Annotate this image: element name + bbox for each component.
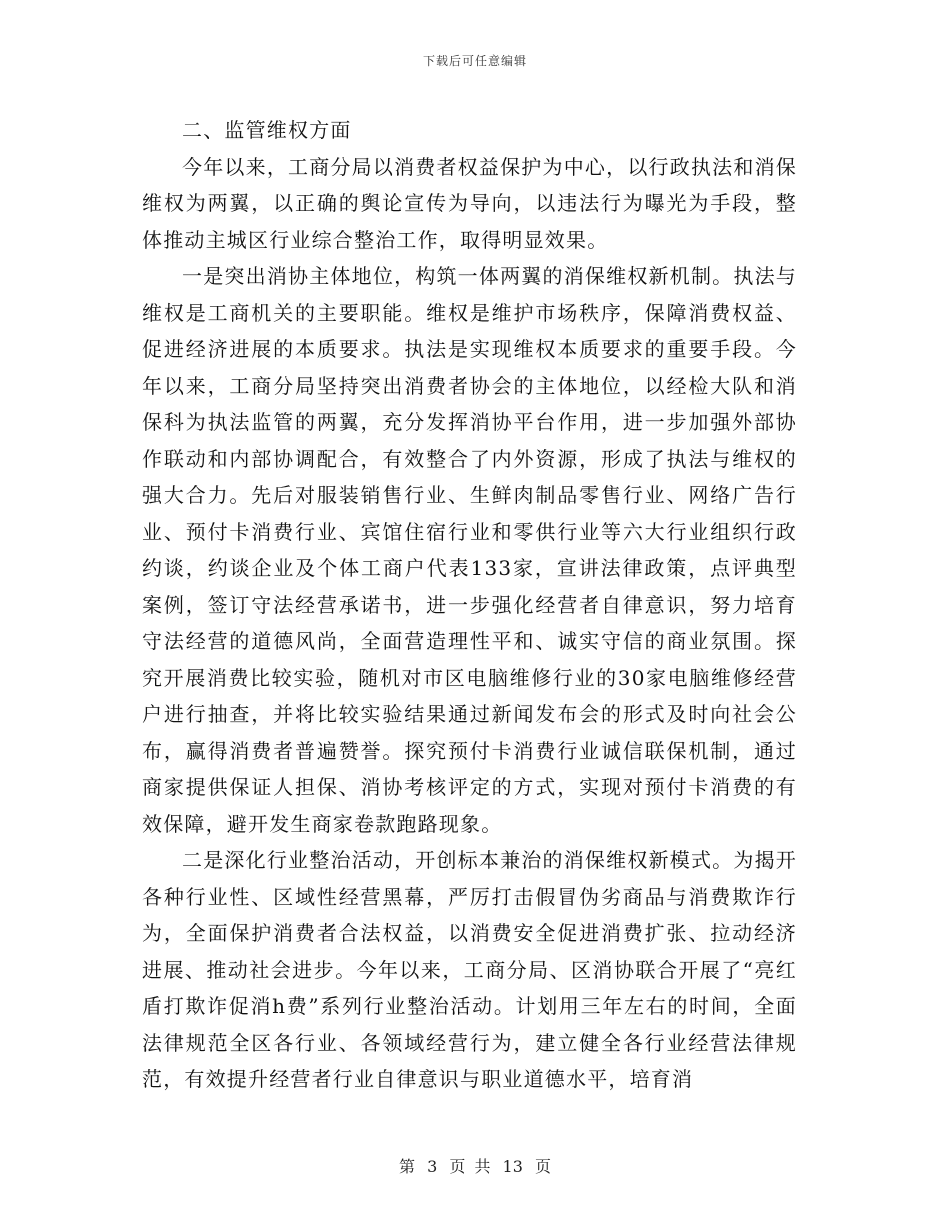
footer-prefix: 第 [398,1157,415,1176]
footer-total-pages: 13 [502,1157,523,1176]
section-heading: 二、监管维权方面 [182,118,352,142]
footer-suffix: 页 [535,1157,552,1176]
document-body [142,112,797,1098]
page-header: 下载后可任意编辑 [422,54,527,68]
paragraph-intro: 今年以来，工商分局以消费者权益保护为中心，以行政执法和消保维权为两翼，以正确的舆论宣传为导向，以违法行为曝光为手段，整体推动主城区行业综合整治工作，取得明显效果。 [142,154,797,252]
paragraph-first-point: 一是突出消协主体地位，构筑一体两翼的消保维权新机制。执法与维权是工商机关的主要职能。维权是维护市场秩序，保障消费权益、促进经济进展的本质要求。执法是实现维权本质要求的重要手段。今年以来，工商分局坚持突出消费者协会的主体地位，以经检大队和消保科为执法监管的两翼，充分发挥消协平台作用，进一步加强外部协作联动和内部协调配合，有效整合了内外资源，形成了执法与维权的强大合力。先后对服装销售行业、生鲜肉制品零售行业、网络广告行业、预付卡消费行业、宾馆住宿行业和零供行业等六大行业组织行政约谈，约谈企业及个体工商户代表133家，宣讲法律政策，点评典型案例，签订守法经营承诺书，进一步强化经营者自律意识，努力培育守法经营的道德风尚，全面营造理性平和、诚实守信的商业氛围。探究开展消费比较实验，随机对市区电脑维修行业的30家电脑维修经营户进行抽查，并将比较实验结果通过新闻发布会的形式及时向社会公布，赢得消费者普遍赞誉。探究预付卡消费行业诚信联保机制，通过商家提供保证人担保、消协考核评定的方式，实现对预付卡消费的有效保障，避开发生商家卷款跑路现象。 [142,264,797,836]
paragraph-second-point: 二是深化行业整治活动，开创标本兼治的消保维权新模式。为揭开各种行业性、区域性经营黑幕，严厉打击假冒伪劣商品与消费欺诈行为，全面保护消费者合法权益，以消费安全促进消费扩张、拉动经济进展、推动社会进步。今年以来，工商分局、区消协联合开展了“亮红盾打欺诈促消h费”系列行业整治活动。计划用三年左右的时间，全面法律规范全区各行业、各领域经营行为，建立健全各行业经营法律规范，有效提升经营者行业自律意识与职业道德水平，培育消 [142,848,797,1091]
footer-middle: 页 共 [449,1157,491,1176]
page-footer [0,1154,950,1177]
footer-page-number: 3 [427,1157,438,1176]
